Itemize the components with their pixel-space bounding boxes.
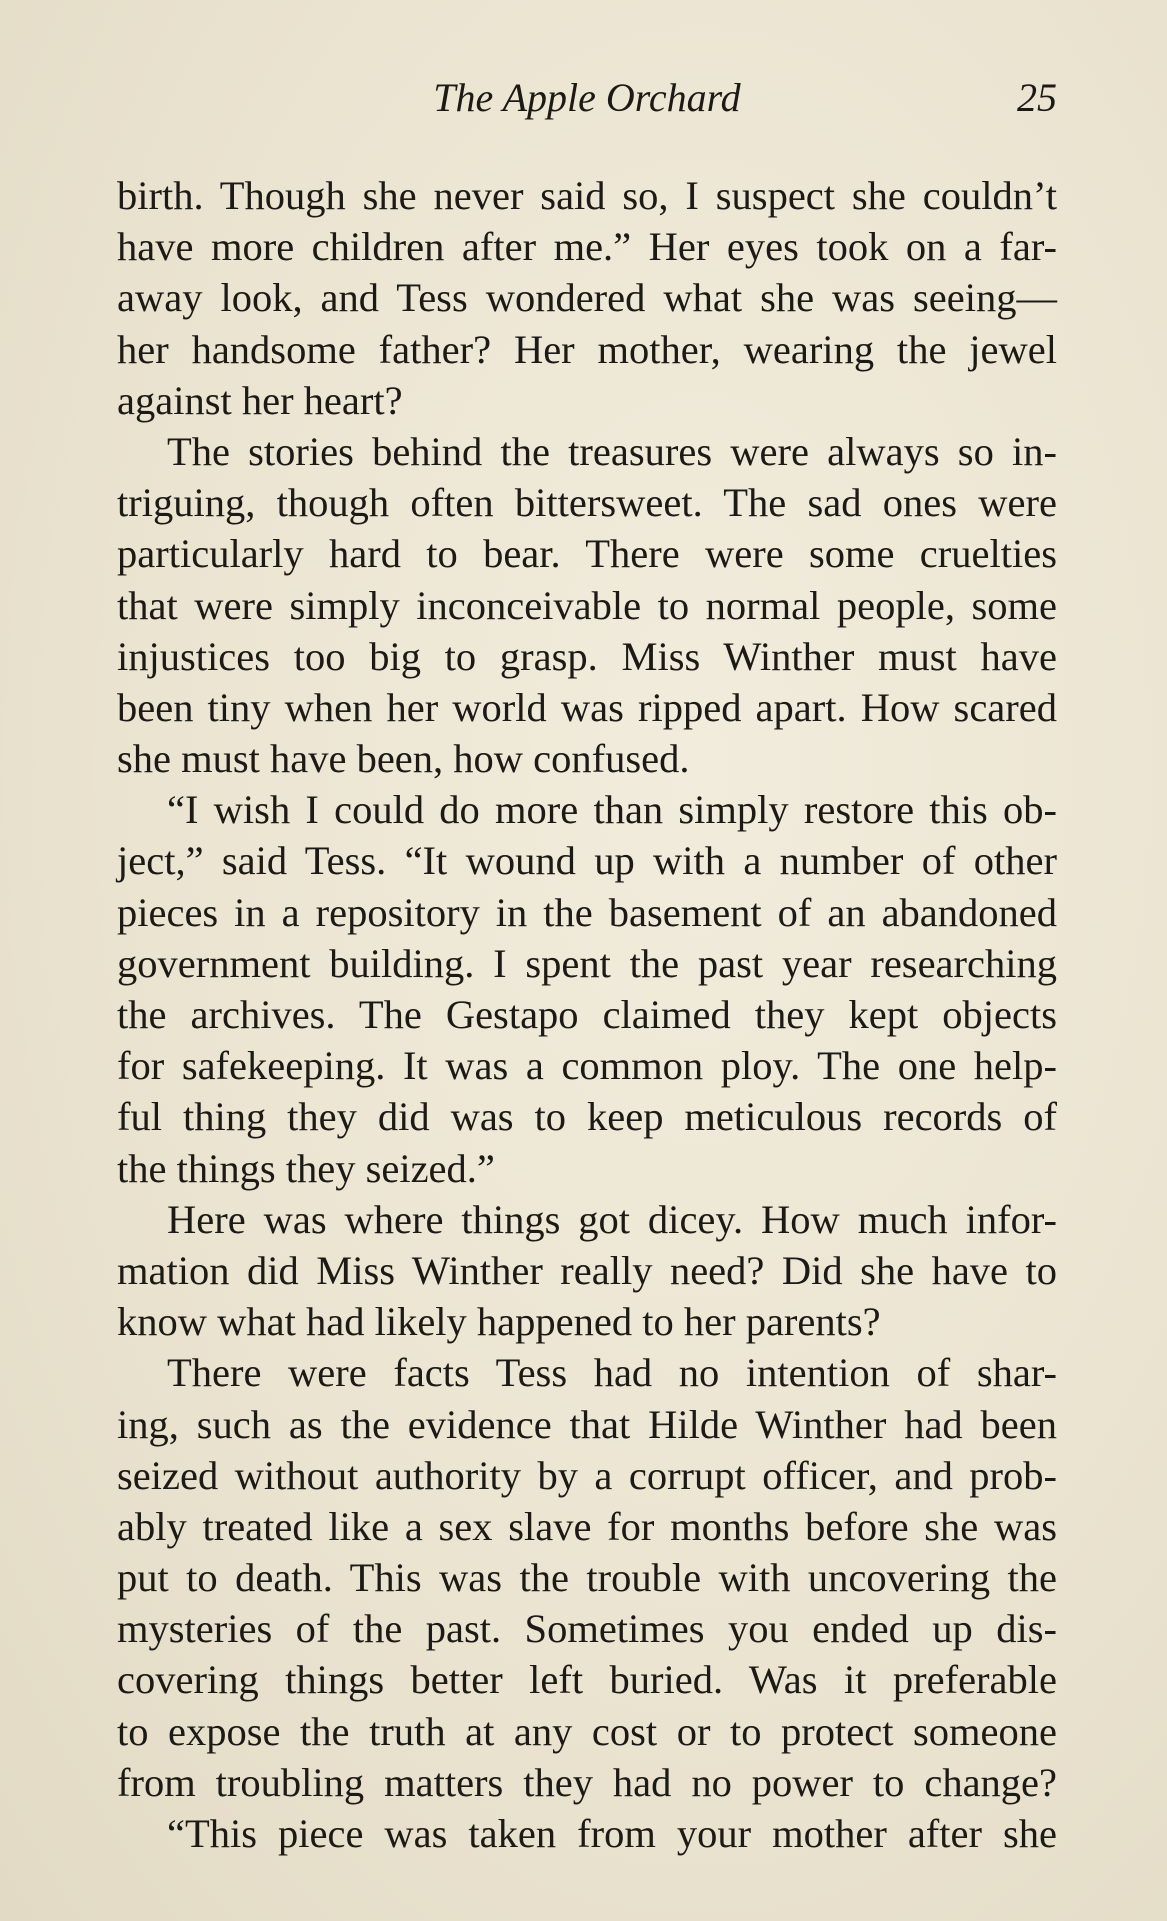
text-line: from troubling matters they had no power to change? — [117, 1759, 1057, 1805]
text-line: that were simply inconceivable to normal people, some — [117, 582, 1057, 628]
page-number: 25 — [1017, 75, 1057, 120]
text-line: injustices too big to grasp. Miss Winther must have — [117, 633, 1057, 679]
text-line: pieces in a repository in the basement of an abandoned — [117, 889, 1057, 935]
text-line: The stories behind the treasures were always so in- — [167, 428, 1057, 474]
text-line: away look, and Tess wondered what she was seeing— — [117, 275, 1057, 321]
running-title: The Apple Orchard — [433, 75, 741, 120]
text-line: the archives. The Gestapo claimed they kept objects — [117, 992, 1057, 1037]
text-line: for safekeeping. It was a common ploy. The one help- — [117, 1043, 1057, 1089]
text-line: know what had likely happened to her parents? — [117, 1299, 881, 1345]
text-line: seized without authority by a corrupt officer, and prob- — [117, 1452, 1057, 1498]
text-line: have more children after me.” Her eyes took on a far- — [117, 224, 1057, 270]
text-line: Here was where things got dicey. How much infor- — [167, 1196, 1057, 1242]
text-line: covering things better left buried. Was it preferable — [117, 1657, 1057, 1703]
text-line: government building. I spent the past year researching — [117, 940, 1057, 986]
body-text — [117, 170, 1057, 1859]
text-line: she must have been, how confused. — [117, 736, 690, 782]
text-line: particularly hard to bear. There were some cruelties — [117, 531, 1057, 577]
text-line: birth. Though she never said so, I suspect she couldn’t — [117, 173, 1057, 218]
text-line: to expose the truth at any cost or to protect someone — [117, 1708, 1057, 1754]
text-line: the things they seized.” — [117, 1145, 495, 1191]
text-line: There were facts Tess had no intention of shar- — [167, 1350, 1057, 1396]
text-line: “I wish I could do more than simply restore this ob- — [167, 787, 1057, 833]
text-line: ing, such as the evidence that Hilde Winther had been — [117, 1401, 1057, 1447]
text-line: been tiny when her world was ripped apart. How scared — [117, 684, 1057, 730]
text-line: ful thing they did was to keep meticulous records of — [117, 1094, 1057, 1140]
text-line: triguing, though often bittersweet. The sad ones were — [117, 480, 1057, 526]
text-line: against her heart? — [117, 377, 403, 423]
text-line: mysteries of the past. Sometimes you ended up dis- — [117, 1606, 1057, 1652]
text-line: ably treated like a sex slave for months before she was — [117, 1503, 1057, 1549]
text-line: her handsome father? Her mother, wearing the jewel — [117, 326, 1057, 372]
text-line: ject,” said Tess. “It wound up with a number of other — [117, 838, 1057, 884]
text-line: put to death. This was the trouble with uncovering the — [117, 1555, 1057, 1601]
text-line: “This piece was taken from your mother after she — [167, 1811, 1057, 1856]
text-line: mation did Miss Winther really need? Did she have to — [117, 1247, 1057, 1293]
running-head — [117, 70, 1057, 126]
